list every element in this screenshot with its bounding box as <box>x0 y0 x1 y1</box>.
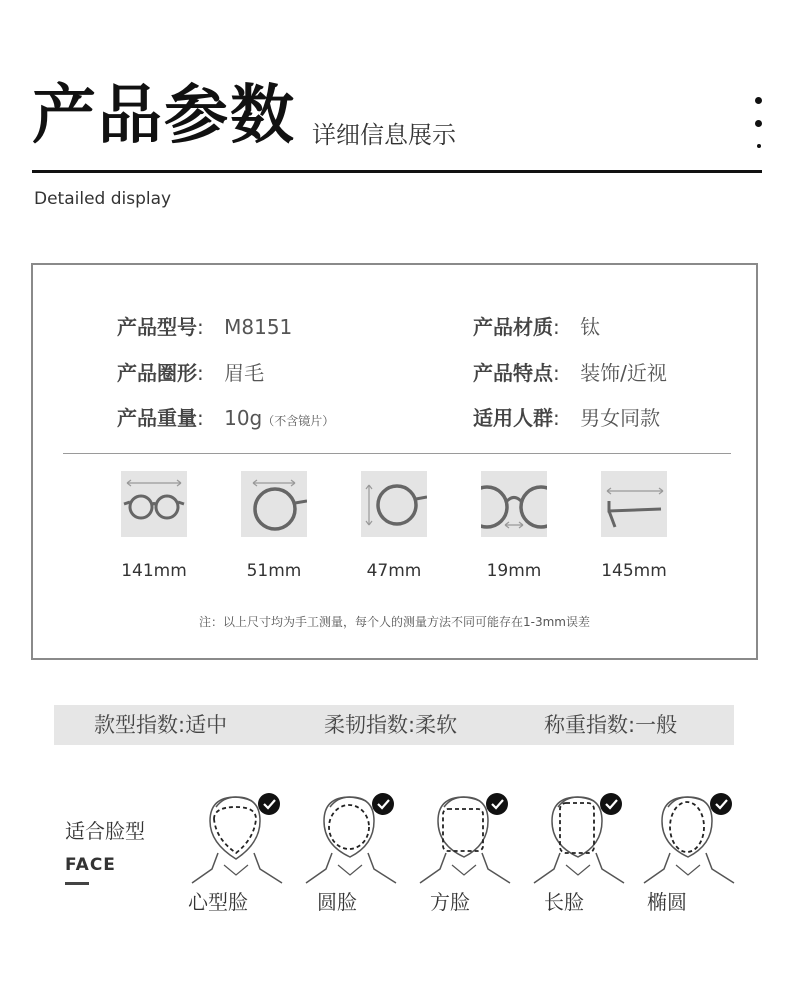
spec-label: 适用人群 <box>473 406 553 430</box>
vertical-dots-icon <box>753 95 765 153</box>
index-weight <box>544 713 677 737</box>
spec-weight <box>117 406 334 433</box>
spec-feature <box>473 361 667 385</box>
spec-colon: : <box>553 361 560 385</box>
measurement-note: 注：以上尺寸均为手工测量，每个人的测量方法不同可能存在1-3mm误差 <box>199 615 590 629</box>
spec-value: 眉毛 <box>224 361 265 385</box>
dimension-item <box>361 471 427 581</box>
spec-colon: : <box>197 361 204 385</box>
spec-colon: : <box>553 406 560 430</box>
spec-label: 产品圈形 <box>117 361 197 385</box>
face-label: 心型脸 <box>188 890 248 914</box>
title-divider <box>32 170 762 173</box>
dimension-item <box>241 471 307 581</box>
spec-label: 产品材质 <box>473 315 553 339</box>
spec-label: 产品特点 <box>473 361 553 385</box>
index-bar <box>54 705 734 745</box>
face-section-title-en: FACE <box>65 855 116 875</box>
check-icon <box>372 793 394 815</box>
oval-face-icon <box>640 785 740 885</box>
spec-value: M8151 <box>224 315 293 339</box>
spec-label: 产品重量 <box>117 406 197 430</box>
dimension-value: 19mm <box>486 561 542 581</box>
heart-face-icon <box>188 785 288 885</box>
index-label: 款型指数 <box>94 713 178 737</box>
lens-width-icon <box>241 471 307 537</box>
spec-label: 产品型号 <box>117 315 197 339</box>
long-face-icon <box>530 785 630 885</box>
lens-height-icon <box>361 471 427 537</box>
check-icon <box>486 793 508 815</box>
spec-note: （不含镜片） <box>262 414 335 428</box>
square-face-icon <box>416 785 516 885</box>
face-label: 圆脸 <box>317 890 357 914</box>
index-value: 一般 <box>635 713 678 737</box>
dimension-item <box>121 471 187 581</box>
spec-audience <box>473 406 660 430</box>
dimension-item <box>601 471 667 581</box>
index-value: 柔软 <box>415 713 458 737</box>
spec-frame-shape <box>117 361 264 385</box>
temple-length-icon <box>601 471 667 537</box>
page-subtitle-en: Detailed display <box>34 189 172 209</box>
bridge-width-icon <box>481 471 547 537</box>
face-title-underline <box>65 882 89 885</box>
index-colon: : <box>408 713 416 737</box>
spec-colon: : <box>197 406 204 430</box>
spec-value: 装饰/近视 <box>580 361 667 385</box>
index-flexibility <box>324 713 457 737</box>
page-title: 产品参数 <box>32 79 296 153</box>
dimension-value: 141mm <box>121 561 187 581</box>
index-label: 柔韧指数 <box>324 713 408 737</box>
index-value: 适中 <box>185 713 228 737</box>
spec-colon: : <box>197 315 204 339</box>
check-icon <box>600 793 622 815</box>
index-label: 称重指数 <box>544 713 628 737</box>
face-label: 方脸 <box>430 890 470 914</box>
face-label: 椭圆 <box>647 890 687 914</box>
spec-value: 10g <box>224 406 263 430</box>
spec-model <box>117 315 292 339</box>
index-colon: : <box>178 713 186 737</box>
dimension-value: 47mm <box>366 561 422 581</box>
index-style <box>94 713 227 737</box>
spec-card <box>31 263 758 660</box>
index-colon: : <box>628 713 636 737</box>
spec-value: 钛 <box>580 315 601 339</box>
face-section-title: 适合脸型 <box>65 819 145 843</box>
dimension-item <box>481 471 547 581</box>
check-icon <box>710 793 732 815</box>
page-subtitle: 详细信息展示 <box>312 121 456 149</box>
spec-colon: : <box>553 315 560 339</box>
face-label: 长脸 <box>544 890 584 914</box>
spec-material <box>473 315 600 339</box>
spec-divider <box>63 453 731 454</box>
round-face-icon <box>302 785 402 885</box>
dimension-value: 51mm <box>246 561 302 581</box>
total-width-icon <box>121 471 187 537</box>
spec-value: 男女同款 <box>580 406 661 430</box>
dimension-value: 145mm <box>601 561 667 581</box>
check-icon <box>258 793 280 815</box>
